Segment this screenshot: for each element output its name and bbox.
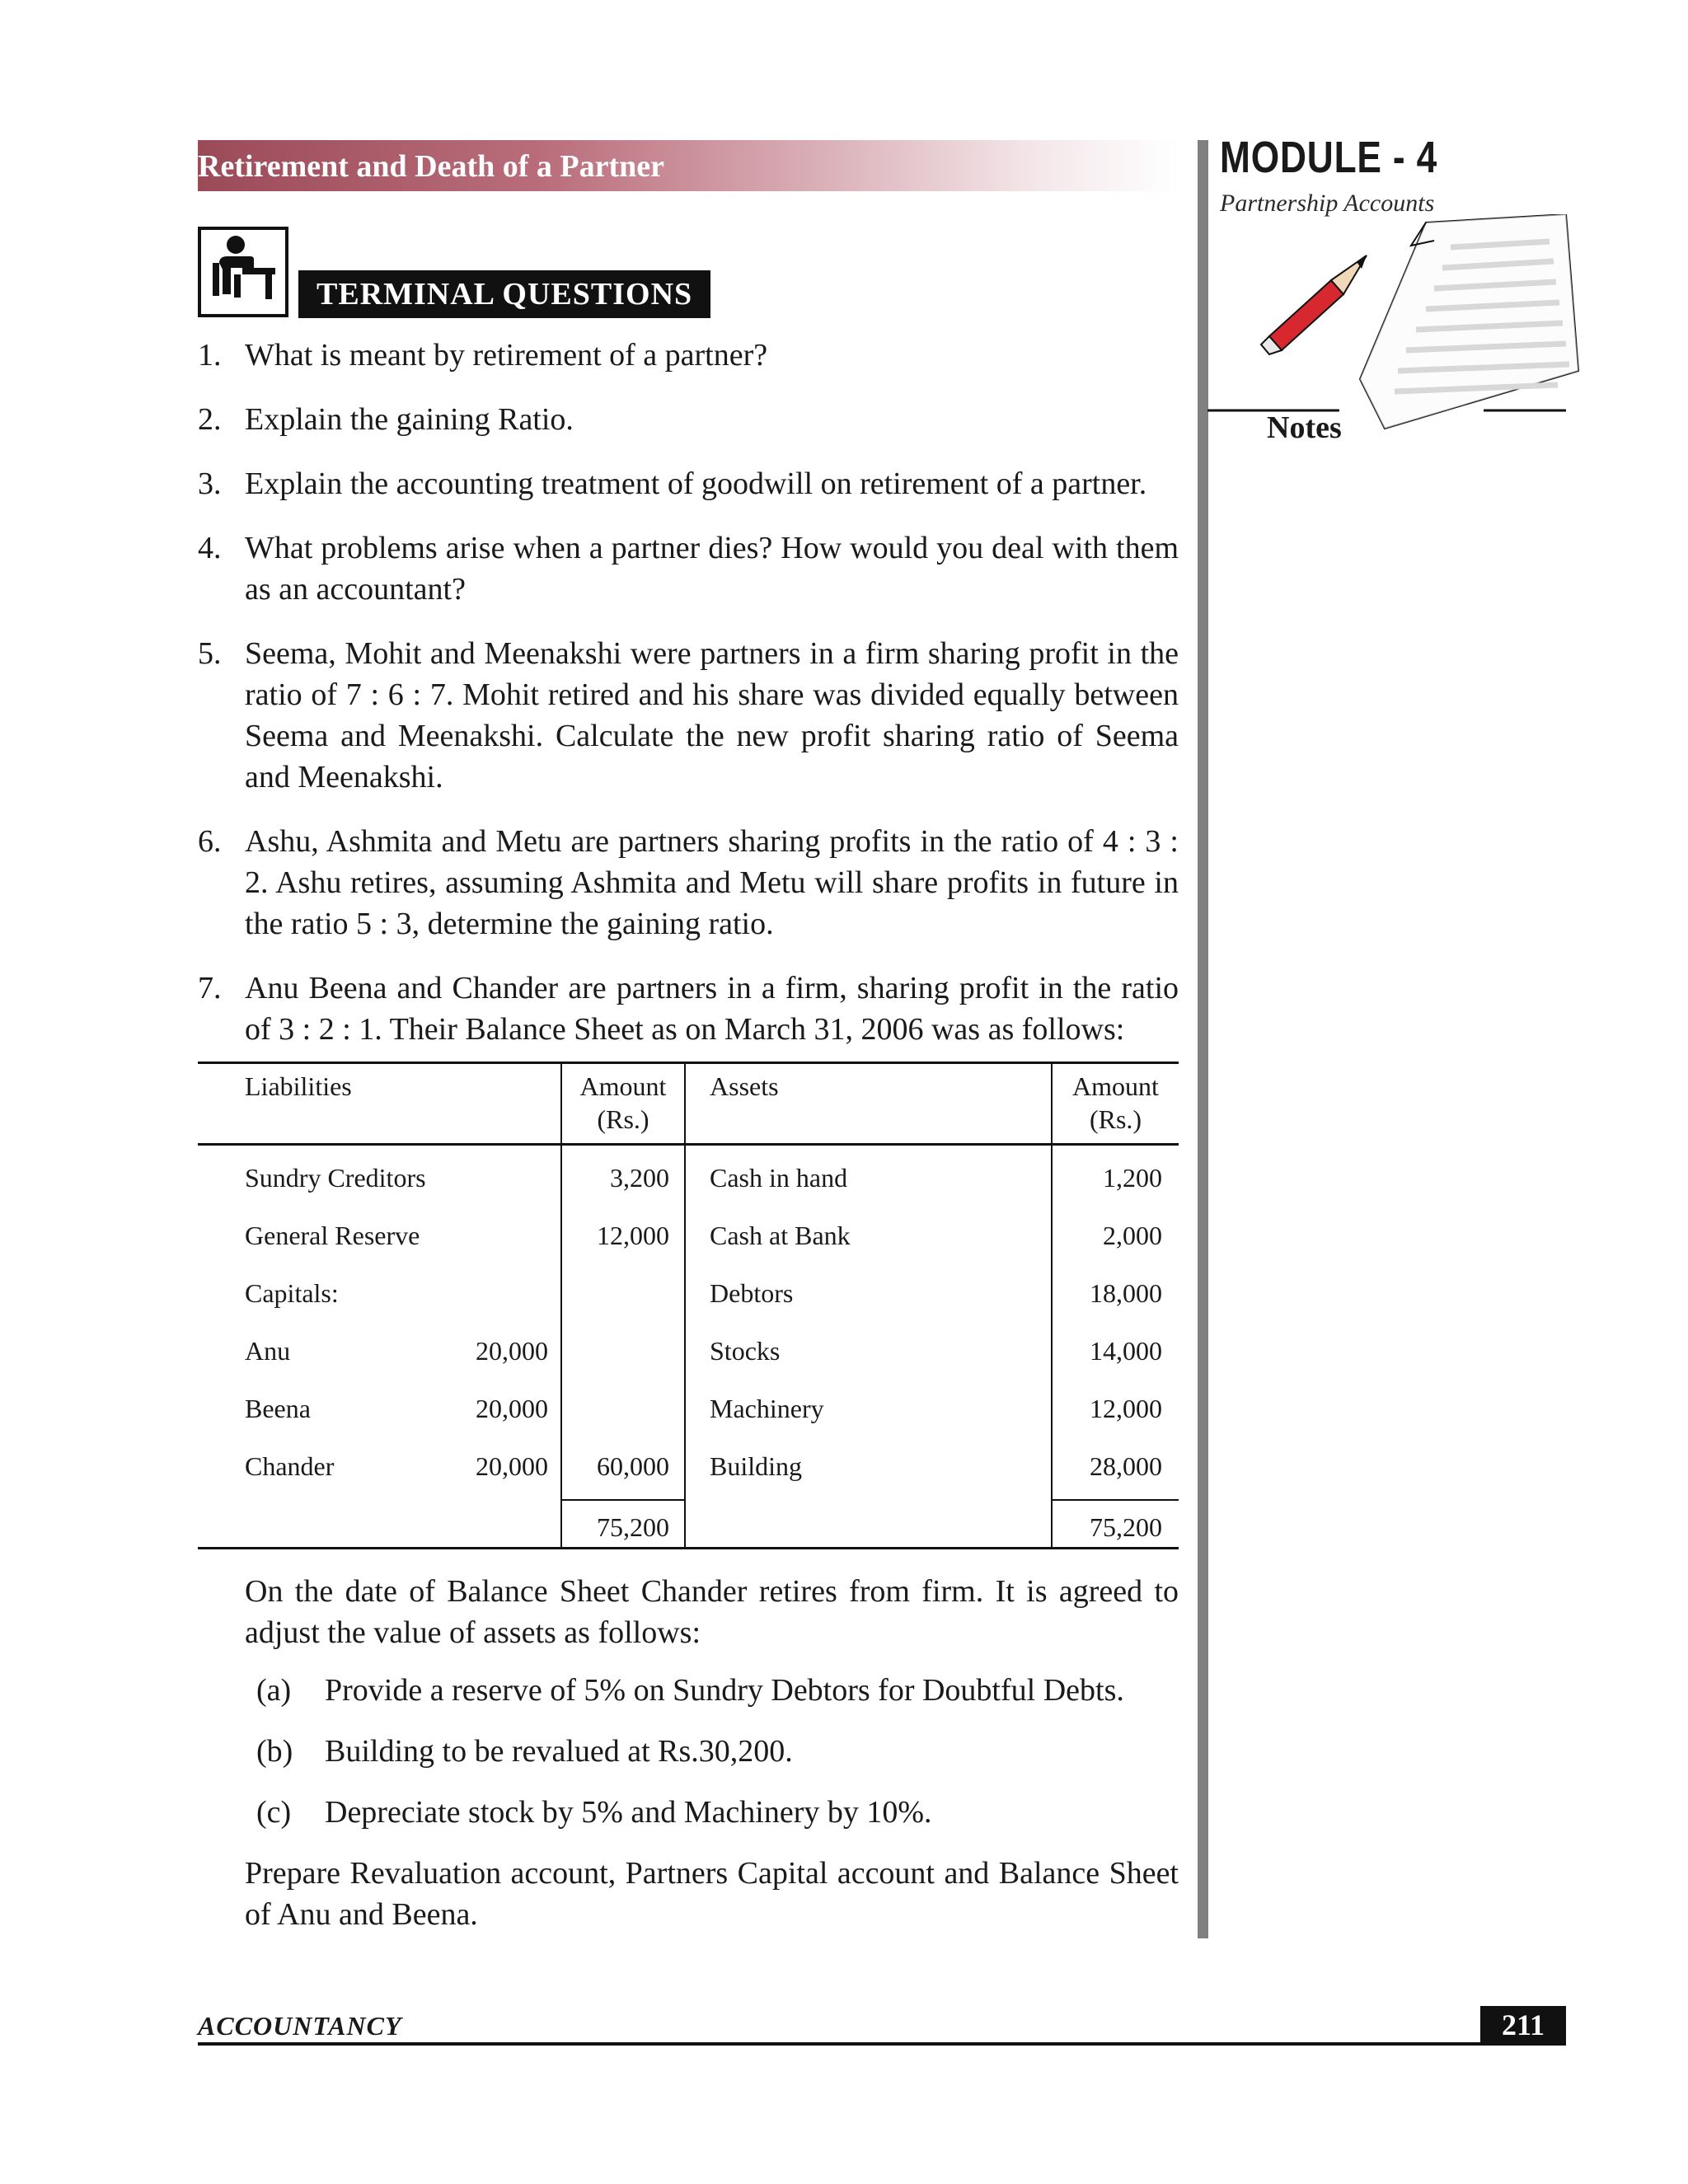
notes-pencil-icon — [1203, 214, 1582, 445]
liability-amount: 12,000 — [597, 1221, 669, 1250]
notes-label: Notes — [1267, 410, 1342, 445]
footer-rule — [198, 2042, 1566, 2046]
q7-closing: Prepare Revaluation account, Partners Capital account and Balance Sheet of Anu and Beena. — [245, 1856, 1179, 1932]
adjustment-item — [245, 1792, 1179, 1833]
table-header-rule — [198, 1143, 1179, 1146]
liabilities-total: 75,200 — [597, 1512, 669, 1542]
adjustment-text: Building to be revalued at Rs.30,200. — [325, 1734, 793, 1769]
question-text: Explain the accounting treatment of goodwill on retirement of a partner. — [245, 466, 1147, 501]
liability-name: Chander — [245, 1451, 335, 1481]
liability-amount: 60,000 — [597, 1451, 669, 1481]
asset-amount: 12,000 — [1090, 1394, 1162, 1423]
question-4 — [198, 527, 1179, 610]
capital-sub-amount: 20,000 — [476, 1394, 548, 1423]
module-title: MODULE - 4 — [1220, 133, 1438, 182]
header-amount: Amount — [579, 1071, 667, 1101]
adjustment-label: (a) — [256, 1673, 292, 1708]
adjustment-text: Provide a reserve of 5% on Sundry Debtors for Doubtful Debts. — [325, 1673, 1124, 1708]
adjustment-text: Depreciate stock by 5% and Machinery by 10%. — [325, 1795, 932, 1830]
question-6 — [198, 821, 1179, 944]
question-7 — [198, 968, 1179, 1050]
header-amount: Amount — [1072, 1071, 1159, 1101]
liability-name: General Reserve — [245, 1221, 420, 1250]
question-text: What problems arise when a partner dies? How would you deal with them as an accountant? — [245, 531, 1179, 607]
asset-amount: 18,000 — [1090, 1278, 1162, 1308]
header-amount-unit: (Rs.) — [1089, 1104, 1142, 1134]
asset-amount: 1,200 — [1103, 1163, 1162, 1193]
question-text: Explain the gaining Ratio. — [245, 402, 574, 437]
asset-name: Stocks — [710, 1336, 781, 1366]
question-3 — [198, 463, 1179, 504]
header-liabilities: Liabilities — [245, 1071, 352, 1101]
asset-amount: 2,000 — [1103, 1221, 1162, 1250]
asset-name: Machinery — [710, 1394, 824, 1423]
capital-sub-amount: 20,000 — [476, 1336, 548, 1366]
question-number: 3. — [198, 466, 222, 501]
person-at-desk-icon — [198, 227, 288, 317]
liability-name: Beena — [245, 1394, 311, 1423]
section-title: Retirement and Death of a Partner — [198, 149, 664, 184]
page-number: 211 — [1480, 2006, 1566, 2044]
question-text: Anu Beena and Chander are partners in a firm, sharing profit in the ratio of 3 : 2 : 1. Their Balance Sheet as on March 31, 2006 was as follows: — [245, 971, 1179, 1047]
q7-intro: On the date of Balance Sheet Chander retires from firm. It is agreed to adjust the value of assets as follows: — [245, 1574, 1179, 1650]
asset-name: Cash at Bank — [710, 1221, 851, 1250]
adjustment-item — [245, 1670, 1179, 1711]
footer-subject: ACCOUNTANCY — [198, 2011, 402, 2041]
adjustment-label: (c) — [256, 1795, 292, 1830]
balance-sheet-table — [198, 1062, 1179, 1549]
question-number: 1. — [198, 338, 222, 373]
question-text: Seema, Mohit and Meenakshi were partners in a firm sharing profit in the ratio of 7 : 6 : 7. Mohit retired and his share was divided equally between Seema and Meenakshi. Calculate the new profit sharing ratio of Seema and Meenakshi. — [245, 636, 1179, 794]
question-text: What is meant by retirement of a partner? — [245, 338, 768, 373]
column-divider — [684, 1062, 686, 1548]
liability-name: Capitals: — [245, 1278, 339, 1308]
capital-sub-amount: 20,000 — [476, 1451, 548, 1481]
adjustment-item — [245, 1731, 1179, 1772]
assets-total: 75,200 — [1090, 1512, 1162, 1542]
header-amount-unit: (Rs.) — [597, 1104, 649, 1134]
liability-name: Sundry Creditors — [245, 1163, 426, 1193]
asset-name: Debtors — [710, 1278, 794, 1308]
question-5 — [198, 633, 1179, 798]
question-2 — [198, 399, 1179, 440]
question-number: 5. — [198, 636, 222, 671]
question-text: Ashu, Ashmita and Metu are partners sharing profits in the ratio of 4 : 3 : 2. Ashu retires, assuming Ashmita and Metu will share profits in future in the ratio 5 : 3, determine the gaining ratio. — [245, 824, 1179, 941]
table-bottom-rule — [198, 1547, 1179, 1549]
question-number: 4. — [198, 531, 222, 565]
liability-name: Anu — [245, 1336, 291, 1366]
header-assets: Assets — [710, 1071, 779, 1101]
table-top-rule — [198, 1062, 1179, 1064]
asset-name: Building — [710, 1451, 803, 1481]
question-number: 7. — [198, 971, 222, 1005]
assets-total-rule — [1051, 1499, 1179, 1501]
terminal-questions-heading: TERMINAL QUESTIONS — [298, 270, 710, 318]
asset-amount: 14,000 — [1090, 1336, 1162, 1366]
question-number: 6. — [198, 824, 222, 859]
liabilities-total-rule — [560, 1499, 684, 1501]
module-subtitle: Partnership Accounts — [1220, 190, 1435, 217]
asset-amount: 28,000 — [1090, 1451, 1162, 1481]
liability-amount: 3,200 — [610, 1163, 669, 1193]
question-1 — [198, 335, 1179, 376]
adjustment-label: (b) — [256, 1734, 293, 1769]
question-number: 2. — [198, 402, 222, 437]
asset-name: Cash in hand — [710, 1163, 848, 1193]
